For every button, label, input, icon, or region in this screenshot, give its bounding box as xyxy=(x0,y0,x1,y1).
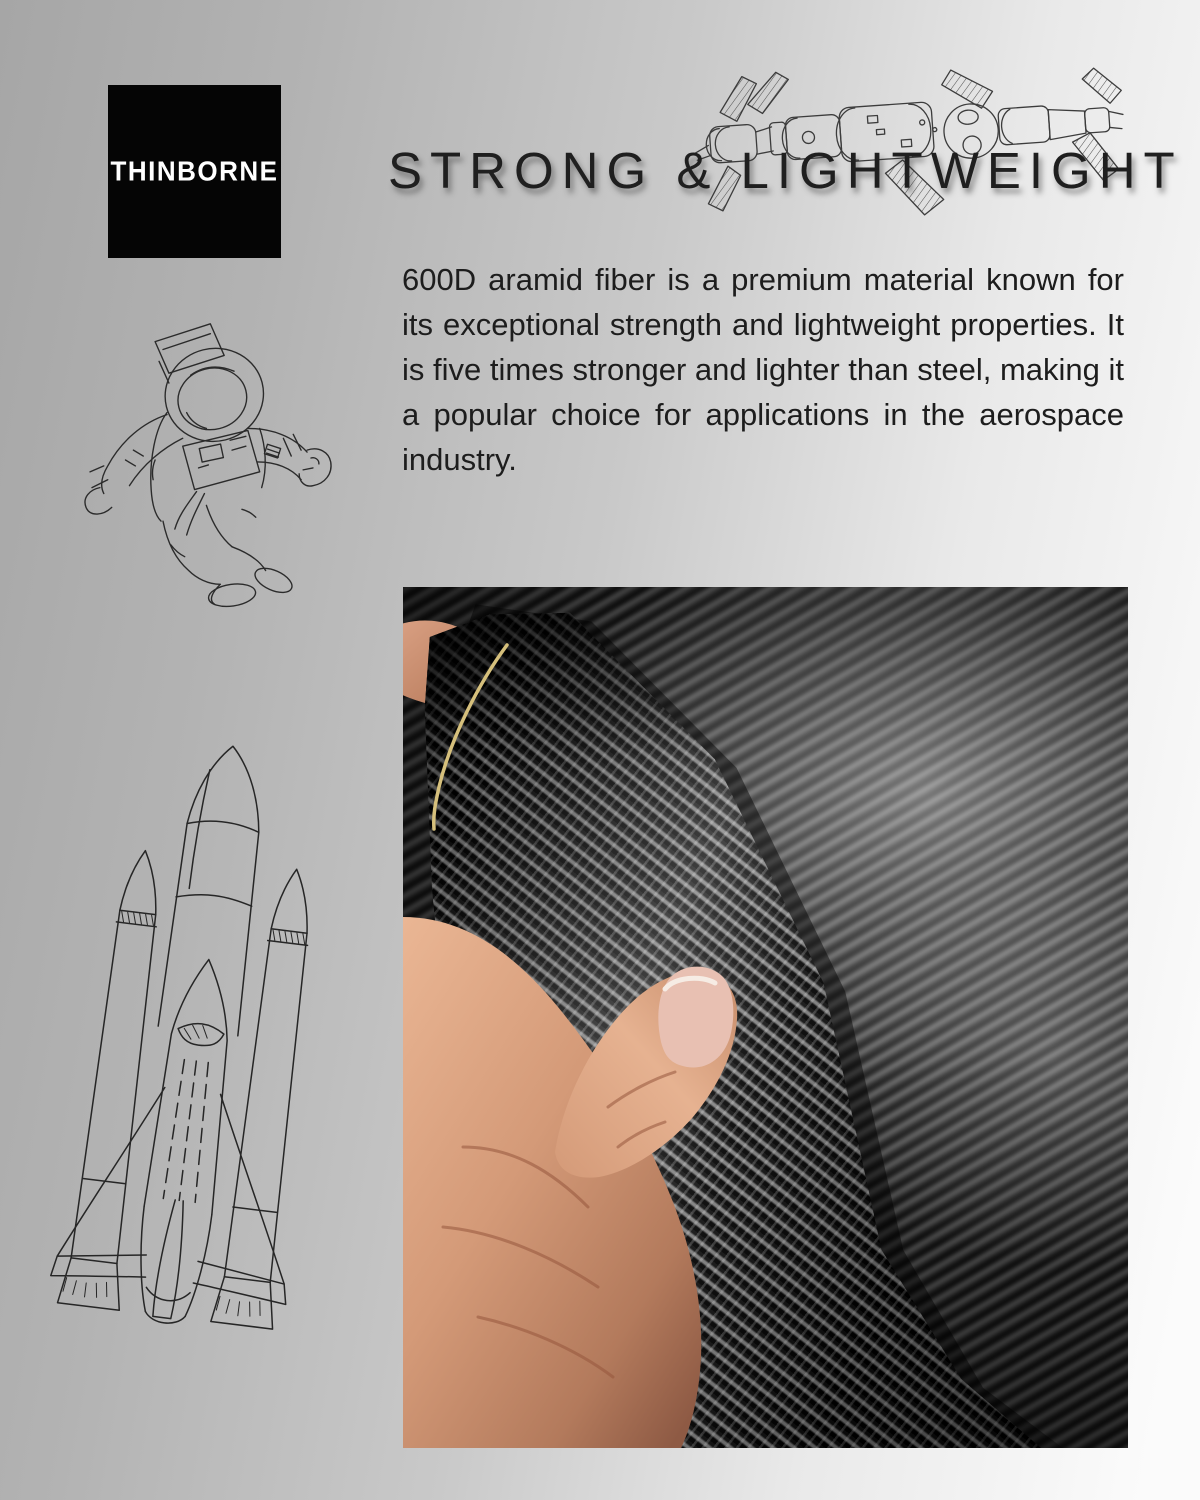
intro-paragraph: 600D aramid fiber is a premium material known for its exceptional strength and lightweight properties. It is five times stronger and lighter than steel, making it a popular choice for applications in the aerospace industry. xyxy=(402,262,1124,477)
astronaut-icon xyxy=(62,312,338,608)
hand xyxy=(403,587,1128,1448)
page-title: STRONG & LIGHTWEIGHT xyxy=(388,142,1183,199)
gold-thread xyxy=(434,645,507,829)
carbon-fiber-photo xyxy=(403,587,1128,1448)
space-shuttle-icon xyxy=(22,730,368,1422)
brand-logo xyxy=(108,85,281,258)
brand-logo-text: THINBORNE xyxy=(110,154,279,188)
thumb-nail xyxy=(658,967,733,1068)
